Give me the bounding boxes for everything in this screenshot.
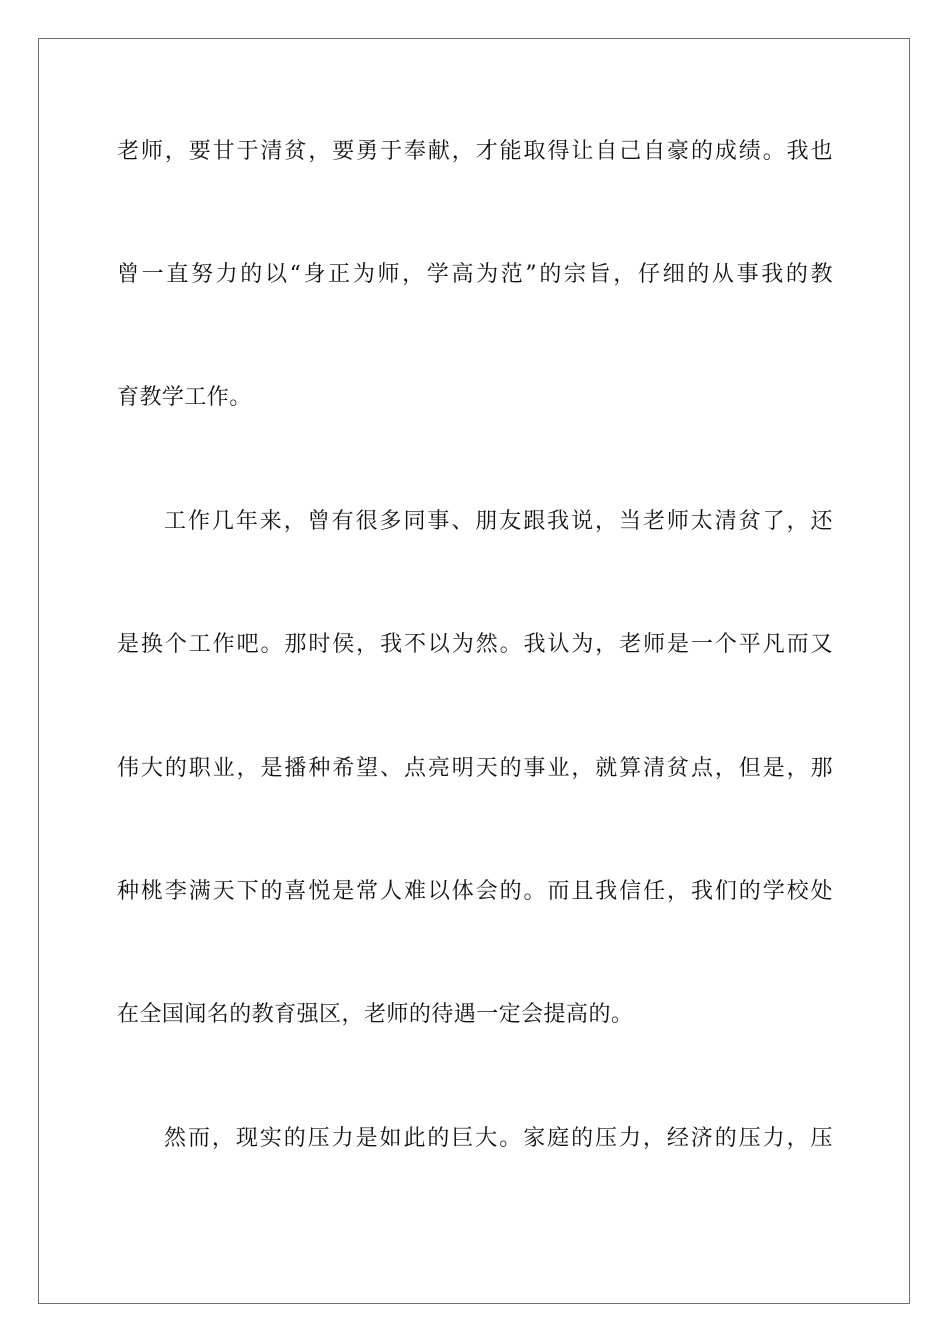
text-line-2: 曾一直努力的以“身正为师，学高为范”的宗旨，仔细的从事我的教 [117,262,833,287]
text-line-9: 然而，现实的压力是如此的巨大。家庭的压力，经济的压力，压 [164,1126,833,1151]
text-line-3: 育教学工作。 [117,385,252,410]
text-line-7: 种桃李满天下的喜悦是常人难以体会的。而且我信任，我们的学校处 [117,879,833,904]
text-line-1: 老师，要甘于清贫，要勇于奉献，才能取得让自己自豪的成绩。我也 [117,139,833,164]
text-line-5: 是换个工作吧。那时侯，我不以为然。我认为，老师是一个平凡而又 [117,632,833,657]
page-border [38,38,910,1304]
text-line-6: 伟大的职业，是播种希望、点亮明天的事业，就算清贫点，但是，那 [117,756,833,781]
text-line-4: 工作几年来，曾有很多同事、朋友跟我说，当老师太清贫了，还 [164,509,833,534]
text-line-8: 在全国闻名的教育强区，老师的待遇一定会提高的。 [117,1002,634,1027]
